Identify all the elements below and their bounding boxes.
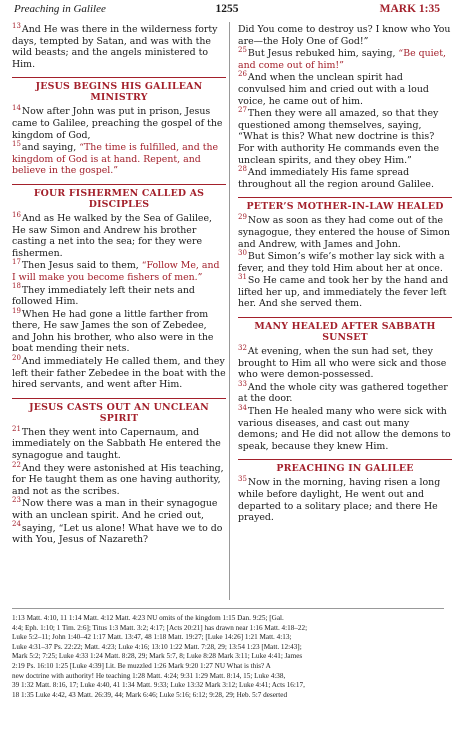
verse <box>238 215 452 250</box>
verse-text: At evening, when the sun had set, they brought to Him all who were sick and those who were demon-possessed. <box>238 346 447 381</box>
footnote-line: Luke 4:31–37 Ps. 22:22; Matt. 4:23; Luke 4:16; 13:10 1:22 Matt. 7:28, 29; 13:54 1:23 [Matt. 12:43]; <box>12 642 302 651</box>
verse-text: And as He walked by the Sea of Galilee, He saw Simon and Andrew his brother casting a net into the sea; for they were fishermen. <box>12 212 213 259</box>
page-number: 1255 <box>215 3 239 15</box>
verse-number: 16 <box>12 210 21 219</box>
footnotes <box>12 608 444 700</box>
verse <box>238 48 452 71</box>
verse <box>12 424 226 462</box>
words-of-jesus: “The time is fulfilled, and the kingdom of God is at hand. Repent, and believe in the gospel.” <box>12 142 219 177</box>
verse <box>12 142 226 177</box>
page-header <box>14 3 440 19</box>
column-divider <box>229 22 230 600</box>
footnote-line: Mark 5:2; 7:25; Luke 4:33 1:24 Matt. 8:28, 29; Mark 5:7, 8; Luke 8:28 Mark 3:11; Luke 4:41; James <box>12 652 303 661</box>
verse <box>12 210 226 259</box>
section-heading: JESUS BEGINS HIS GALILEAN MINISTRY <box>12 77 226 103</box>
verse-text: So He came and took her by the hand and lifted her up, and immediately the fever left her. And she served them. <box>238 275 449 310</box>
verse-text: And immediately He called them, and they left their father Zebedee in the boat with the hired servants, and went after Him. <box>12 356 226 391</box>
verse <box>238 275 452 310</box>
verse-number: 17 <box>12 258 21 267</box>
footnote-line: 1:13 Matt. 4:10, 11 1:14 Matt. 4:12 Matt. 4:23 NU omits of the kingdom 1:15 Dan. 9:25; [Gal. <box>12 614 284 622</box>
footnote-line: 18 1:35 Luke 4:42, 43 Matt. 26:39, 44; Mark 6:46; Luke 5:16; 6:12; 9:28, 29; Heb. 5:7 deserted <box>12 690 288 699</box>
verse-number: 24 <box>12 520 21 529</box>
verse <box>12 260 226 283</box>
verse <box>12 106 226 141</box>
verse-text: saying, “Let us alone! What have we to do with You, Jesus of Nazareth? <box>12 522 223 546</box>
footnote-line: Luke 5:2–11; John 1:40–42 1:17 Matt. 13:47, 48 1:18 Matt. 19:27; [Luke 14:26] 1:21 Matt. 4:13; <box>12 633 292 642</box>
verse <box>12 282 226 308</box>
section-heading: FOUR FISHERMEN CALLED AS DISCIPLES <box>12 184 226 210</box>
verse-number: 31 <box>238 273 247 282</box>
verse <box>238 167 452 190</box>
verse <box>12 520 226 546</box>
left-column <box>12 21 226 547</box>
footnote-line: new doctrine with authority! He teaching 1:28 Matt. 4:24; 9:31 1:29 Matt. 8:14, 15; Luke 4:38, <box>12 671 286 680</box>
verse-text: But Simon’s wife’s mother lay sick with a fever, and they told Him about her at once. <box>238 251 445 274</box>
section-heading: JESUS CASTS OUT AN UNCLEAN SPIRIT <box>12 398 226 424</box>
verse <box>238 24 452 47</box>
verse <box>238 108 452 166</box>
verse-text: And when the unclean spirit had convulsed him and cried out with a loud voice, he came out of him. <box>238 72 429 107</box>
words-of-jesus: “Be quiet, and come out of him!” <box>238 48 446 71</box>
section-heading: MANY HEALED AFTER SABBATH SUNSET <box>238 317 452 343</box>
verse-number: 30 <box>238 248 247 257</box>
verse-number: 23 <box>12 496 21 505</box>
right-column <box>238 24 452 525</box>
verse-number: 27 <box>238 106 247 115</box>
verse-number: 21 <box>12 424 21 433</box>
verse-number: 18 <box>12 282 21 291</box>
verse-text: Now there was a man in their synagogue with an unclean spirit. And he cried out, <box>12 498 218 521</box>
verse-number: 32 <box>238 343 247 352</box>
verse-text: and saying, <box>21 142 80 154</box>
verse-number: 19 <box>12 306 21 315</box>
verse-text: Then Jesus said to them, <box>21 260 142 272</box>
verse-text: When He had gone a little farther from there, He saw James the son of Zebedee, and John his brother, who also were in the boat mending their nets. <box>12 308 214 355</box>
verse <box>238 477 452 523</box>
verse-text: But Jesus rebuked him, saying, <box>247 48 399 60</box>
verse <box>12 498 226 521</box>
verse-number: 20 <box>12 353 21 362</box>
verse-number: 26 <box>238 70 247 79</box>
section-heading: PETER’S MOTHER-IN-LAW HEALED <box>238 197 452 212</box>
verse <box>12 353 226 391</box>
verse-text: Did You come to destroy us? I know who You are—the Holy One of God!” <box>238 24 451 47</box>
verse-text: Then they went into Capernaum, and immediately on the Sabbath He entered the synagogue and taught. <box>12 426 221 462</box>
verse-text: And the whole city was gathered together at the door. <box>238 381 448 405</box>
verse-text: They immediately left their nets and followed Him. <box>12 284 195 308</box>
verse-number: 35 <box>238 475 247 484</box>
running-head: Preaching in Galilee <box>14 3 106 15</box>
verse-number: 34 <box>238 403 247 412</box>
footnote-line: 39 1:32 Matt. 8:16, 17; Luke 4:40, 41 1:34 Matt. 9:33; Luke 13:32 Mark 3:12; Luke 4:41; Acts 16:17, <box>12 681 305 690</box>
verse-number: 25 <box>238 46 247 55</box>
verse <box>12 306 226 355</box>
verse-number: 13 <box>12 21 21 30</box>
verse-text: Now as soon as they had come out of the synagogue, they entered the house of Simon and Andrew, with James and John. <box>238 215 450 250</box>
verse-number: 33 <box>238 379 247 388</box>
verse <box>238 379 452 405</box>
verse <box>238 72 452 107</box>
section-heading: PREACHING IN GALILEE <box>238 459 452 474</box>
verse-text: And He was there in the wilderness forty days, tempted by Satan, and was with the wild beasts; and the angels ministered to Him. <box>12 24 218 70</box>
verse-number: 15 <box>12 140 21 149</box>
verse-text: Then He healed many who were sick with various diseases, and cast out many demons; and He did not allow the demons to speak, because they knew Him. <box>238 406 451 452</box>
chapter-reference: MARK 1:35 <box>379 3 440 15</box>
words-of-jesus: “Follow Me, and I will make you become fishers of men.” <box>12 260 220 283</box>
verse-text: Now after John was put in prison, Jesus came to Galilee, preaching the gospel of the kingdom of God, <box>12 106 223 141</box>
verse-text: And immediately His fame spread throughout all the region around Galilee. <box>238 167 434 190</box>
verse-text: Then they were all amazed, so that they questioned among themselves, saying, “What is this? What new doctrine is this? For with authority He commands even the unclean spirits, and they obey Him.” <box>238 108 440 166</box>
verse <box>12 21 226 70</box>
verse <box>12 460 226 498</box>
verse-number: 28 <box>238 165 247 173</box>
verse-text: Now in the morning, having risen a long while before daylight, He went out and departed to a solitary place; and there He prayed. <box>238 477 441 524</box>
footnote-line: 2:19 Ps. 16:10 1:25 [Luke 4:39] Lit. Be muzzled 1:26 Mark 9:20 1:27 NU What is this? A <box>12 661 271 670</box>
verse-number: 29 <box>238 213 247 222</box>
verse-number: 14 <box>12 104 21 113</box>
footnote-line: 4:4; Eph. 1:10; 1 Tim. 2:6]; Titus 1:3 Matt. 3:2; 4:17; [Acts 20:21] has drawn near 1:16 Matt. 4:18–22; <box>12 623 308 632</box>
verse <box>238 343 452 381</box>
verse <box>238 403 452 452</box>
verse-number: 22 <box>12 460 21 469</box>
verse-text: And they were astonished at His teaching, for He taught them as one having authority, and not as the scribes. <box>12 462 224 497</box>
verse <box>238 248 452 274</box>
